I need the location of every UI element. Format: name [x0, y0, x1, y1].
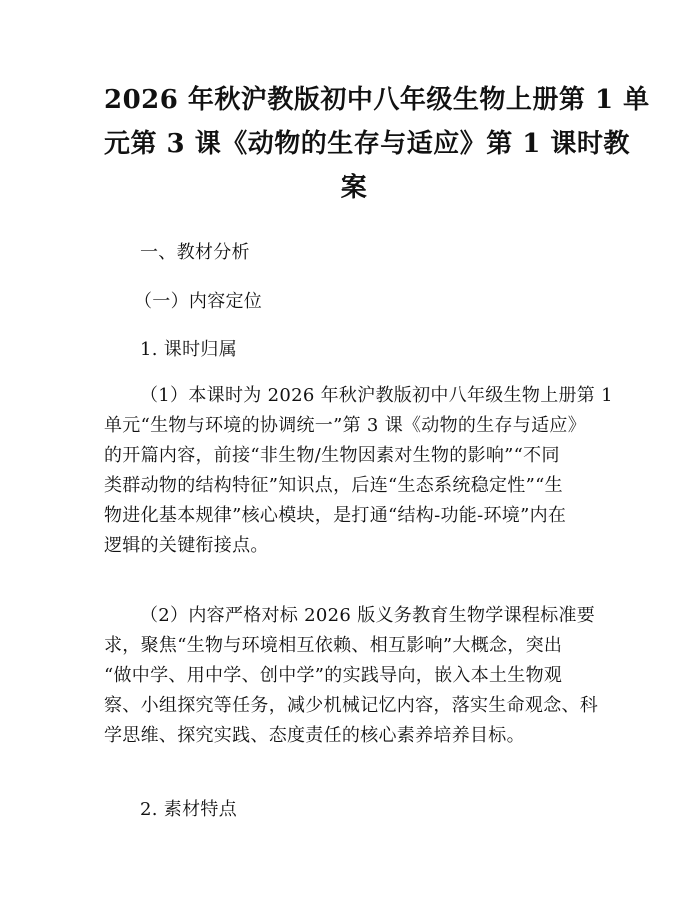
item-heading-material-features: 2. 素材特点 — [140, 799, 237, 820]
paragraph-line: 学思维、探究实践、态度责任的核心素养培养目标。 — [104, 725, 525, 746]
paragraph-line: “做中学、用中学、创中学”的实践导向，嵌入本土生物观 — [104, 665, 563, 686]
title-line: 元第 3 课《动物的生存与适应》第 1 课时教 — [104, 129, 630, 159]
paragraph-line: 类群动物的结构特征”知识点，后连“生态系统稳定性”“生 — [104, 475, 563, 496]
paragraph-line: （2）内容严格对标 2026 版义务教育生物学课程标准要 — [140, 605, 596, 626]
document-title — [104, 78, 650, 210]
paragraph-line: 物进化基本规律”核心模块，是打通“结构-功能-环境”内在 — [104, 505, 567, 526]
item-heading-lesson-attribution: 1. 课时归属 — [140, 339, 237, 360]
paragraph-line: 逻辑的关键衔接点。 — [104, 535, 269, 556]
title-line: 案 — [340, 173, 368, 203]
subsection-heading-content-positioning: （一）内容定位 — [134, 291, 263, 312]
paragraph-line: 察、小组探究等任务，减少机械记忆内容，落实生命观念、科 — [104, 695, 599, 716]
paragraph-line: （1）本课时为 2026 年秋沪教版初中八年级生物上册第 1 — [140, 385, 613, 406]
paragraph-line: 的开篇内容，前接“非生物/生物因素对生物的影响”“不同 — [104, 445, 560, 466]
title-line: 2026 年秋沪教版初中八年级生物上册第 1 单 — [104, 85, 650, 115]
section-heading-teaching-material-analysis: 一、教材分析 — [140, 242, 250, 263]
paragraph-line: 单元“生物与环境的协调统一”第 3 课《动物的生存与适应》 — [104, 415, 586, 436]
paragraph-lesson-attribution — [104, 381, 613, 561]
paragraph-curriculum-standards — [104, 601, 604, 751]
paragraph-line: 求，聚焦“生物与环境相互依赖、相互影响”大概念，突出 — [104, 635, 563, 656]
